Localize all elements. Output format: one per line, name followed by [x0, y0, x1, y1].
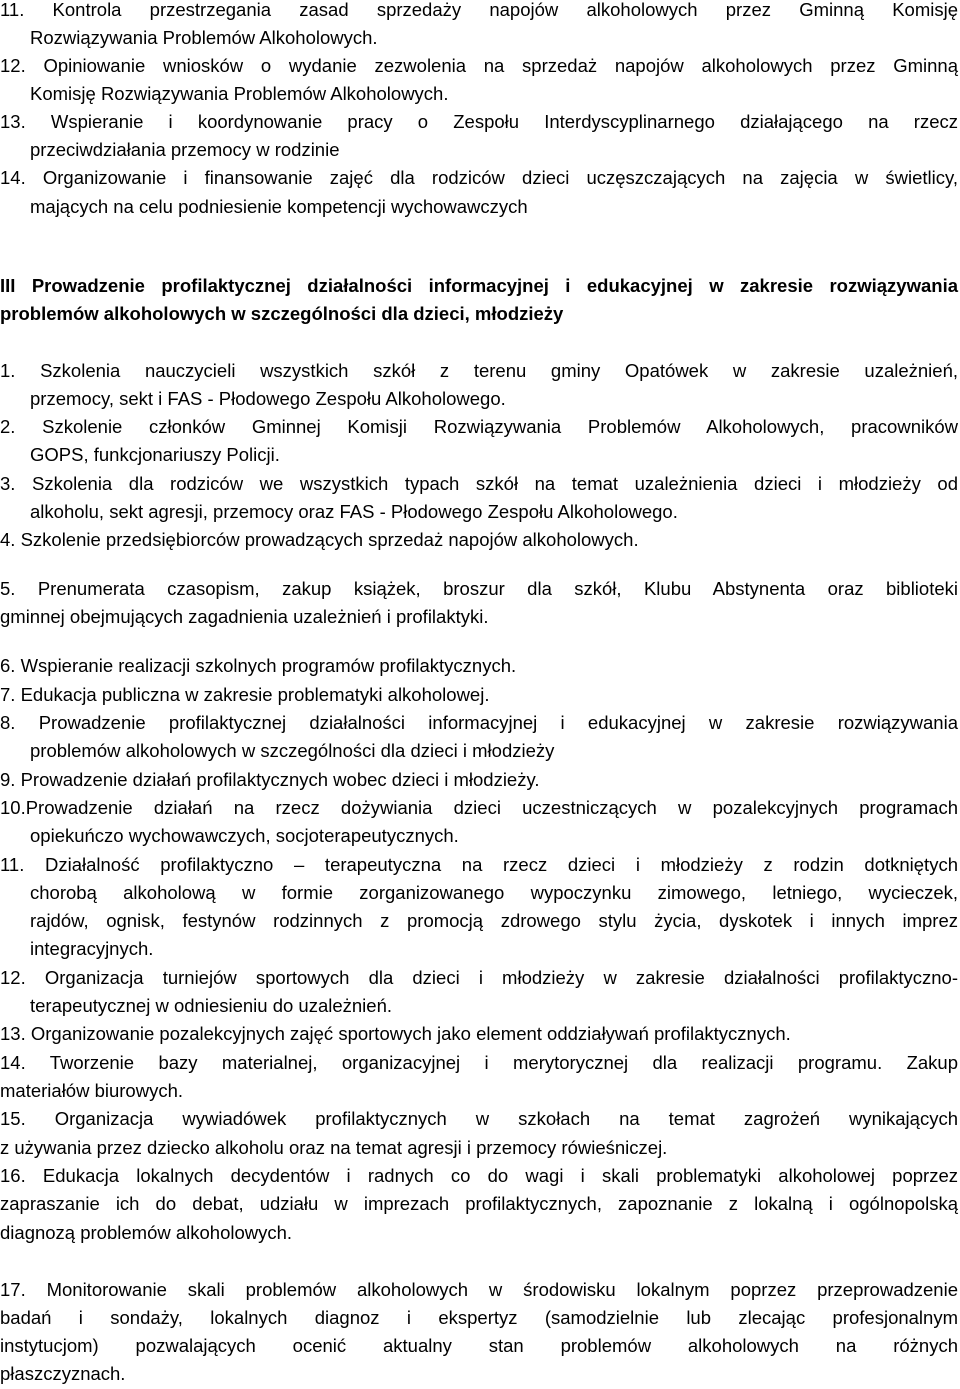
item-line: 1. Szkolenia nauczycieli wszystkich szkół z terenu gminy Opatówek w zakresie uzależnień, — [0, 360, 958, 381]
item-line: 6. Wspieranie realizacji szkolnych programów profilaktycznych. — [0, 655, 517, 676]
item-line: instytucjom) pozwalających ocenić aktualny stan problemów alkoholowych na różnych — [0, 1335, 958, 1356]
item-line: 14. Tworzenie bazy materialnej, organizacyjnej i merytorycznej dla realizacji programu. Zakup — [0, 1052, 958, 1073]
item-line: terapeutycznej w odniesieniu do uzależnień. — [30, 995, 393, 1016]
item-line: 13. Wspieranie i koordynowanie pracy o Zespołu Interdyscyplinarnego działającego na rzecz — [0, 111, 958, 132]
item-line: 17. Monitorowanie skali problemów alkoholowych w środowisku lokalnym poprzez przeprowadzenie — [0, 1279, 958, 1300]
item-line: Komisję Rozwiązywania Problemów Alkoholowych. — [30, 83, 449, 104]
item-line: mających na celu podniesienie kompetencji wychowawczych — [30, 196, 528, 217]
heading-line: problemów alkoholowych w szczególności dla dzieci, młodzieży — [0, 303, 564, 324]
item-line: płaszczyznach. — [0, 1363, 126, 1384]
item-line: Rozwiązywania Problemów Alkoholowych. — [30, 27, 378, 48]
item-line: 3. Szkolenia dla rodziców we wszystkich typach szkół na temat uzależnienia dzieci i młodzieży od — [0, 473, 958, 494]
item-line: 4. Szkolenie przedsiębiorców prowadzących sprzedaż napojów alkoholowych. — [0, 529, 639, 550]
item-line: z używania przez dziecko alkoholu oraz na temat agresji i przemocy rówieśniczej. — [0, 1137, 668, 1158]
item-line: problemów alkoholowych w szczególności dla dzieci i młodzieży — [30, 740, 555, 761]
item-line: 14. Organizowanie i finansowanie zajęć dla rodziców dzieci uczęszczających na zajęcia w świetlicy, — [0, 167, 958, 188]
item-line: badań i sondaży, lokalnych diagnoz i ekspertyz (samodzielnie lub zlecając profesjonalnym — [0, 1307, 958, 1328]
item-line: opiekuńczo wychowawczych, socjoterapeutycznych. — [30, 825, 459, 846]
item-line: 11. Kontrola przestrzegania zasad sprzedaży napojów alkoholowych przez Gminną Komisję — [0, 0, 958, 20]
item-line: 9. Prowadzenie działań profilaktycznych wobec dzieci i młodzieży. — [0, 769, 540, 790]
item-line: przeciwdziałania przemocy w rodzinie — [30, 139, 340, 160]
item-line: diagnozą problemów alkoholowych. — [0, 1222, 293, 1243]
item-line: materiałów biurowych. — [0, 1080, 184, 1101]
item-line: rajdów, ognisk, festynów rodzinnych z promocją zdrowego stylu życia, dyskotek i innych imprez — [30, 910, 958, 931]
item-line: 16. Edukacja lokalnych decydentów i radnych co do wagi i skali problematyki alkoholowej poprzez — [0, 1165, 958, 1186]
item-line: 10.Prowadzenie działań na rzecz dożywiania dzieci uczestniczących w pozalekcyjnych programach — [0, 797, 958, 818]
item-line: alkoholu, sekt agresji, przemocy oraz FAS - Płodowego Zespołu Alkoholowego. — [30, 501, 678, 522]
item-line: przemocy, sekt i FAS - Płodowego Zespołu Alkoholowego. — [30, 388, 506, 409]
item-line: chorobą alkoholową w formie zorganizowanego wypoczynku zimowego, letniego, wycieczek, — [30, 882, 958, 903]
item-line: 13. Organizowanie pozalekcyjnych zajęć sportowych jako element oddziaływań profilaktycznych. — [0, 1023, 791, 1044]
item-line: 2. Szkolenie członków Gminnej Komisji Rozwiązywania Problemów Alkoholowych, pracowników — [0, 416, 958, 437]
item-line: integracyjnych. — [30, 938, 154, 959]
item-line: gminnej obejmujących zagadnienia uzależnień i profilaktyki. — [0, 606, 489, 627]
item-line: 7. Edukacja publiczna w zakresie problematyki alkoholowej. — [0, 684, 490, 705]
heading-line: III Prowadzenie profilaktycznej działalności informacyjnej i edukacyjnej w zakresie rozwiązywania — [0, 275, 958, 296]
item-line: 11. Działalność profilaktyczno – terapeutyczna na rzecz dzieci i młodzieży z rodzin dotkniętych — [0, 854, 958, 875]
item-line: 12. Organizacja turniejów sportowych dla dzieci i młodzieży w zakresie działalności profilaktyczno- — [0, 967, 958, 988]
item-line: 12. Opiniowanie wniosków o wydanie zezwolenia na sprzedaż napojów alkoholowych przez Gminną — [0, 55, 958, 76]
item-line: zapraszanie ich do debat, udziału w imprezach profilaktycznych, zapoznanie z lokalną i ogólnopolską — [0, 1193, 958, 1214]
item-line: 5. Prenumerata czasopism, zakup książek, broszur dla szkół, Klubu Abstynenta oraz biblioteki — [0, 578, 958, 599]
item-line: 8. Prowadzenie profilaktycznej działalności informacyjnej i edukacyjnej w zakresie rozwiązywania — [0, 712, 958, 733]
item-line: 15. Organizacja wywiadówek profilaktycznych w szkołach na temat zagrożeń wynikających — [0, 1108, 958, 1129]
item-line: GOPS, funkcjonariuszy Policji. — [30, 444, 280, 465]
